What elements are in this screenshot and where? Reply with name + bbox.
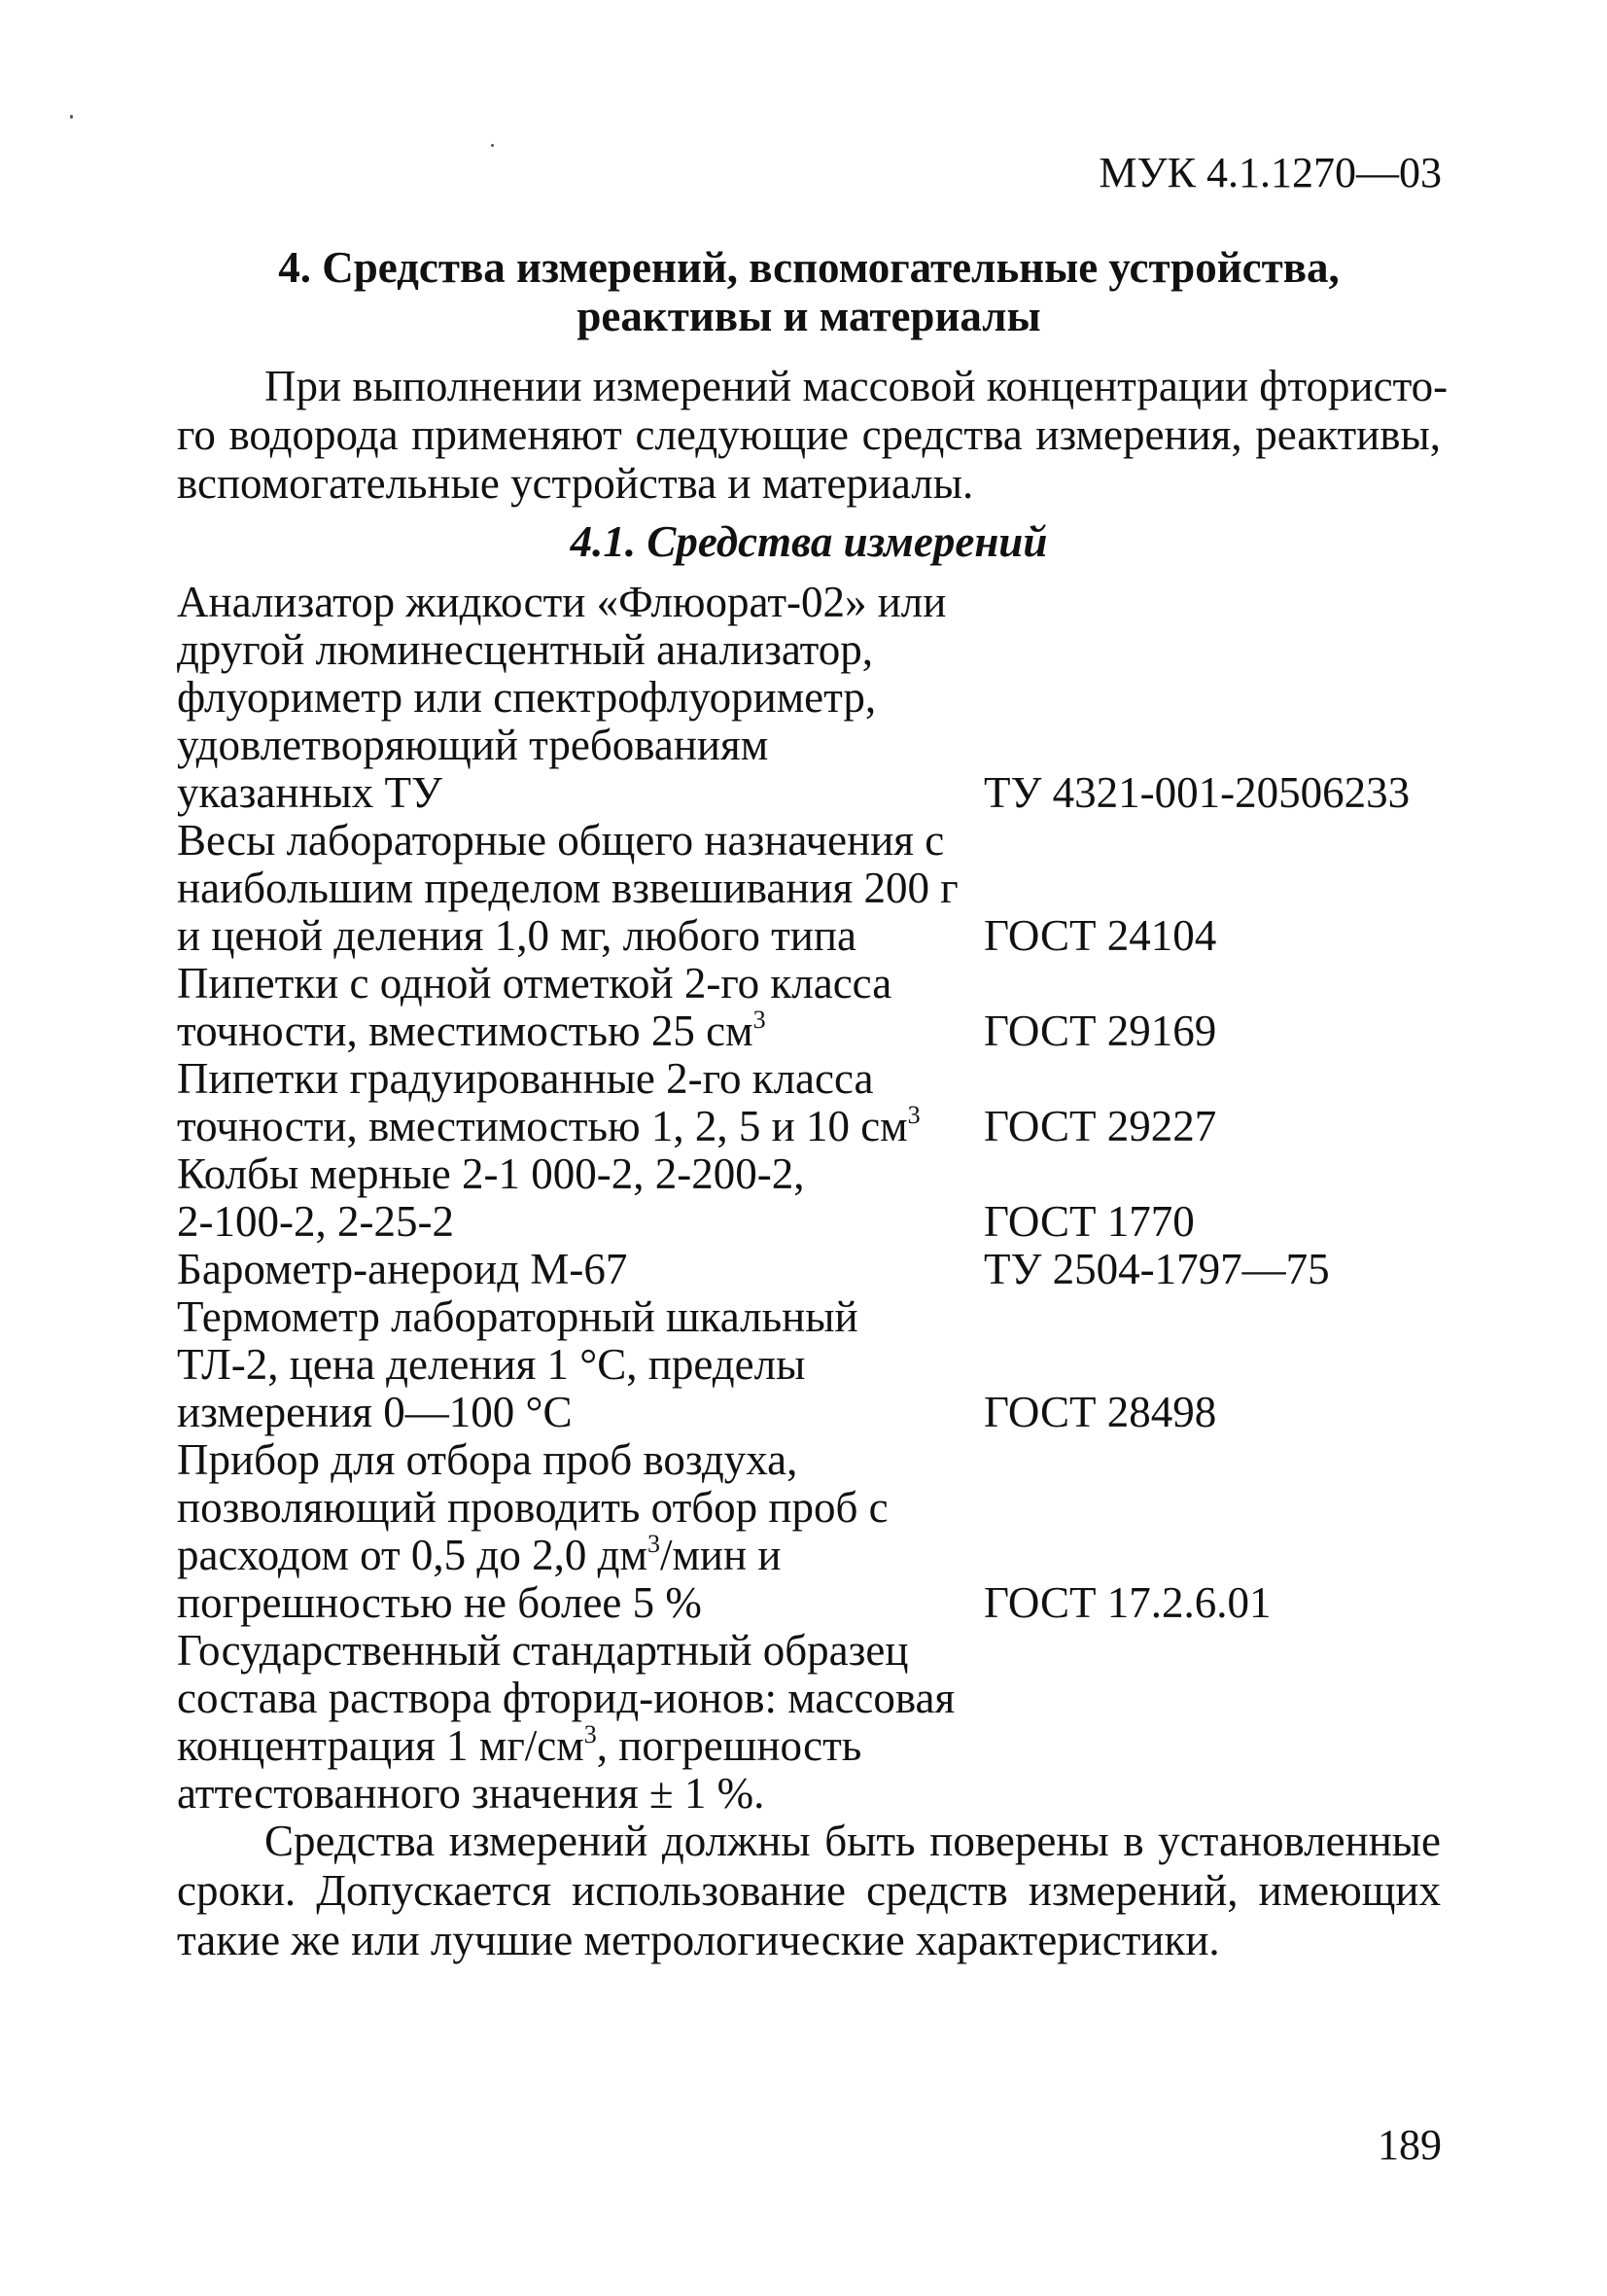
instrument-standard: ТУ 2504-1797—75 <box>984 1245 1330 1293</box>
closing-line: такие же или лучшие метрологические характеристики. <box>177 1916 1220 1964</box>
instrument-description <box>177 1436 984 1627</box>
instrument-line: позволяющий проводить отбор проб с <box>177 1483 889 1532</box>
instrument-standard: ГОСТ 29169 <box>984 1007 1217 1055</box>
instrument-description <box>177 1055 984 1150</box>
instrument-standard: ГОСТ 28498 <box>984 1388 1217 1436</box>
instrument-item <box>177 960 1460 1055</box>
instrument-standard: ГОСТ 17.2.6.01 <box>984 1578 1272 1627</box>
scan-speck <box>491 144 494 147</box>
instrument-line: флуориметр или спектрофлуориметр, <box>177 673 877 722</box>
instrument-item <box>177 817 1460 960</box>
instrument-line-text: точности, вместимостью 25 см <box>177 1007 753 1055</box>
instrument-item <box>177 1293 1460 1436</box>
instrument-standard: ГОСТ 24104 <box>984 911 1217 960</box>
instrument-line: погрешностью не более 5 % <box>177 1578 702 1627</box>
instrument-item <box>177 579 1460 817</box>
instrument-line: 2-100-2, 2-25-2 <box>177 1197 454 1246</box>
instrument-description <box>177 1150 984 1246</box>
instrument-line-text: точности, вместимостью 1, 2, 5 и 10 см <box>177 1102 908 1150</box>
instrument-line: Весы лабораторные общего назначения с <box>177 816 945 865</box>
section-title-line: 4. Средства измерений, вспомогательные устройства, <box>278 243 1340 292</box>
instrument-line: Государственный стандартный образец <box>177 1626 909 1675</box>
instrument-description <box>177 1246 984 1293</box>
instrument-standard: ГОСТ 1770 <box>984 1197 1195 1246</box>
instrument-item <box>177 1246 1460 1293</box>
instrument-line-text: , погрешность <box>596 1721 862 1770</box>
instrument-line-text: концентрация 1 мг/см <box>177 1721 584 1770</box>
instrument-line: состава раствора фторид-ионов: массовая <box>177 1674 956 1722</box>
instrument-line: Анализатор жидкости «Флюорат-02» или <box>177 578 947 626</box>
instrument-line: ТЛ-2, цена деления 1 °С, пределы <box>177 1340 806 1389</box>
instrument-line-text: расходом от 0,5 до 2,0 дм <box>177 1531 647 1579</box>
instrument-line: Термометр лабораторный шкальный <box>177 1292 858 1341</box>
instrument-line-text: /мин и <box>659 1531 782 1579</box>
instrument-line <box>177 1103 984 1150</box>
instrument-item <box>177 1055 1460 1150</box>
instrument-description <box>177 960 984 1055</box>
instrument-description <box>177 1293 984 1436</box>
scan-speck <box>70 115 73 119</box>
instrument-line: Колбы мерные 2-1 000-2, 2-200-2, <box>177 1149 805 1198</box>
instrument-line: Пипетки градуированные 2-го класса <box>177 1054 874 1103</box>
instrument-description <box>177 817 984 960</box>
section-title-line: реактивы и материалы <box>576 292 1041 340</box>
instrument-description <box>177 1627 984 1818</box>
instrument-description <box>177 579 984 817</box>
instrument-line: наибольшим пределом взвешивания 200 г <box>177 864 959 912</box>
instrument-item <box>177 1436 1460 1627</box>
instrument-line: другой люминесцентный анализатор, <box>177 625 873 674</box>
instrument-line: и ценой деления 1,0 мг, любого типа <box>177 911 856 960</box>
instrument-line: удовлетворяющий требованиям <box>177 721 769 769</box>
intro-line: вспомогательные устройства и материалы. <box>177 459 974 508</box>
instrument-line: указанных ТУ <box>177 768 442 817</box>
instrument-line <box>177 1007 984 1055</box>
superscript: 3 <box>646 1530 660 1558</box>
instrument-line: аттестованного значения ± 1 %. <box>177 1769 765 1818</box>
instrument-line: Прибор для отбора проб воздуха, <box>177 1435 798 1484</box>
closing-line: сроки. Допускается использование средств измерений, имеющих <box>177 1866 1441 1915</box>
subsection-title: 4.1. Средства измерений <box>570 517 1048 566</box>
superscript: 3 <box>752 1006 766 1034</box>
instrument-list <box>177 579 1460 1818</box>
superscript: 3 <box>583 1720 597 1748</box>
document-code: МУК 4.1.1270—03 <box>1099 149 1442 196</box>
section-title <box>177 243 1441 340</box>
instrument-line <box>177 1722 984 1770</box>
instrument-standard: ТУ 4321-001-20506233 <box>984 768 1411 817</box>
page-number: 189 <box>1378 2121 1442 2169</box>
intro-line: При выполнении измерений массовой концентрации фтористо- <box>264 362 1449 410</box>
instrument-line: Пипетки с одной отметкой 2-го класса <box>177 959 892 1007</box>
instrument-item <box>177 1627 1460 1818</box>
instrument-standard: ГОСТ 29227 <box>984 1102 1217 1150</box>
instrument-line: измерения 0—100 °С <box>177 1388 573 1436</box>
instrument-line <box>177 1532 984 1579</box>
instrument-item <box>177 1150 1460 1246</box>
closing-paragraph <box>177 1817 1441 1965</box>
intro-line: го водорода применяют следующие средства измерения, реактивы, <box>177 410 1441 459</box>
superscript: 3 <box>907 1101 921 1129</box>
instrument-line: Барометр-анероид М-67 <box>177 1245 628 1293</box>
closing-line: Средства измерений должны быть поверены в установленные <box>264 1817 1441 1865</box>
intro-paragraph <box>177 362 1449 508</box>
